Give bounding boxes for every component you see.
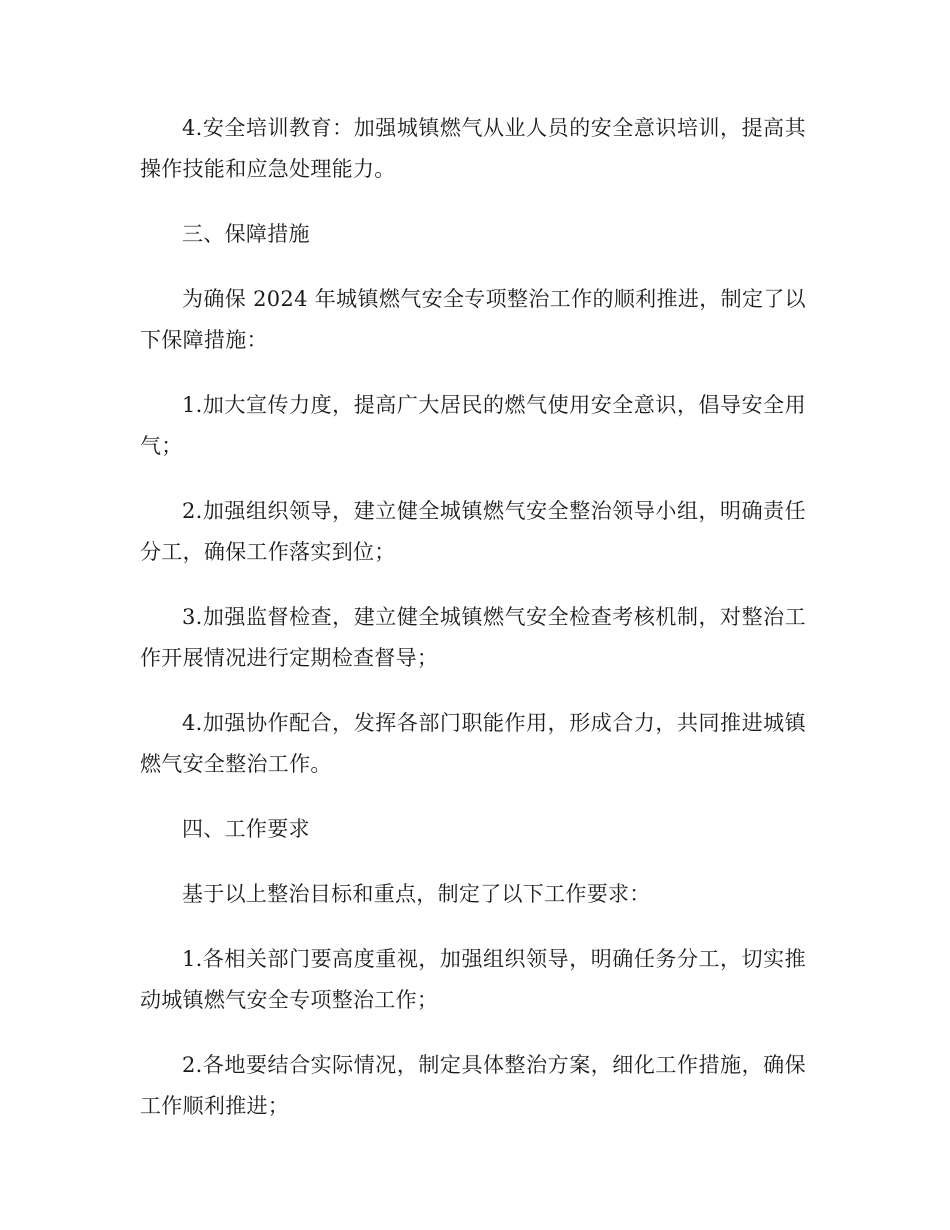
paragraph-guarantee-intro: 为确保 2024 年城镇燃气安全专项整治工作的顺利推进，制定了以下保障措施： [140, 287, 806, 352]
document-body [140, 108, 806, 1151]
section-heading-guarantee-measures: 三、保障措施 [182, 222, 310, 246]
paragraph-guarantee-item-1: 1.加大宣传力度，提高广大居民的燃气使用安全意识，倡导安全用气； [140, 393, 806, 458]
paragraph-safety-training: 4.安全培训教育：加强城镇燃气从业人员的安全意识培训，提高其操作技能和应急处理能力。 [140, 116, 806, 181]
paragraph-requirement-item-1: 1.各相关部门要高度重视，加强组织领导，明确任务分工，切实推动城镇燃气安全专项整治工作； [140, 947, 806, 1012]
paragraph-requirement-item-2: 2.各地要结合实际情况，制定具体整治方案，细化工作措施，确保工作顺利推进； [140, 1053, 806, 1118]
paragraph-guarantee-item-2: 2.加强组织领导，建立健全城镇燃气安全整治领导小组，明确责任分工，确保工作落实到位； [140, 499, 806, 564]
paragraph-guarantee-item-3: 3.加强监督检查，建立健全城镇燃气安全检查考核机制，对整治工作开展情况进行定期检查督导； [140, 605, 806, 670]
section-heading-work-requirements: 四、工作要求 [182, 817, 310, 841]
paragraph-guarantee-item-4: 4.加强协作配合，发挥各部门职能作用，形成合力，共同推进城镇燃气安全整治工作。 [140, 711, 806, 776]
paragraph-requirements-intro: 基于以上整治目标和重点，制定了以下工作要求： [182, 882, 651, 906]
